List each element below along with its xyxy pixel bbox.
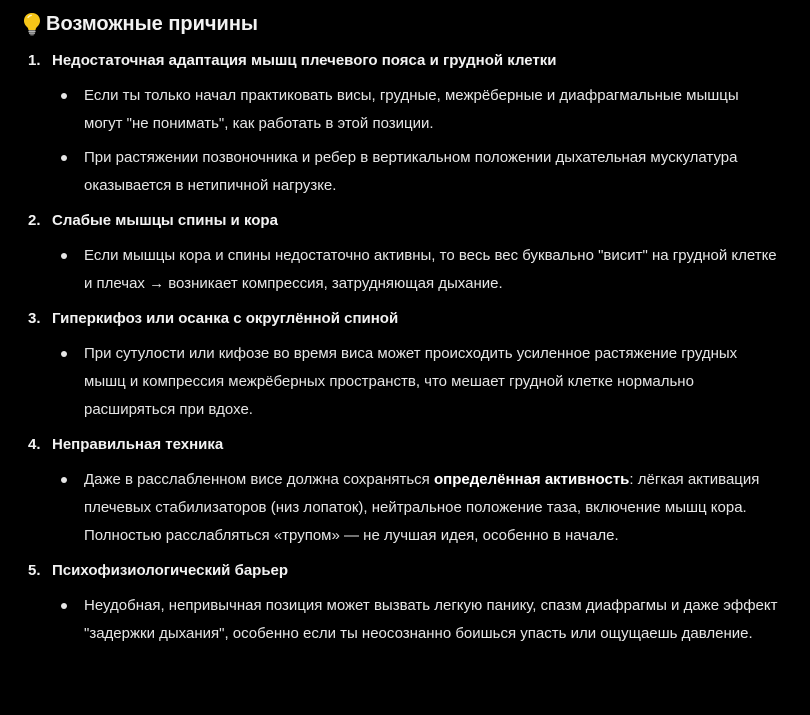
bullet-dot-icon [61,93,67,99]
bullet-dot-icon [61,155,67,161]
bullet-dot-icon [61,477,67,483]
cause-title: Психофизиологический барьер [52,562,289,579]
cause-title: Неправильная техника [52,436,224,453]
cause-header [22,46,788,76]
bullet-point [22,340,788,424]
cause-number: 2. [28,212,41,229]
cause-points [22,82,788,200]
cause-item [22,304,788,424]
bullet-text-bold: определённая активность [433,471,630,488]
cause-item [22,206,788,298]
bullet-point [22,144,788,200]
cause-item [22,46,788,200]
bullet-dot-icon [61,603,67,609]
section-heading [22,10,788,38]
bullet-text: Если ты только начал практиковать висы, грудные, межрёберные и диафрагмальные мышцы могут "не понимать", как работать в этой позиции. [84,87,739,132]
bullet-dot-icon [61,351,67,357]
bullet-dot-icon [61,253,67,259]
bullet-point [22,592,788,648]
cause-points [22,340,788,424]
bullet-text-before: Даже в расслабленном висе должна сохраняться [84,471,434,488]
cause-points [22,592,788,648]
bullet-text: Неудобная, непривычная позиция может вызвать легкую панику, спазм диафрагмы и даже эффект "задержки дыхания", особенно если ты неосознанно боишься упасть или ощущаешь давление. [84,597,778,642]
cause-header [22,304,788,334]
cause-item [22,556,788,648]
cause-title: Слабые мышцы спины и кора [52,212,278,229]
cause-header [22,206,788,236]
section-title: Возможные причины [46,12,259,35]
causes-list [22,46,788,648]
cause-number: 4. [28,436,41,453]
cause-item [22,430,788,550]
lightbulb-icon [22,12,42,36]
cause-points [22,242,788,298]
cause-header [22,430,788,460]
bullet-text: Если мышцы кора и спины недостаточно активны, то весь вес буквально "висит" на грудной клетке и плечах → возникает компрессия, затрудняющая дыхание. [84,247,777,292]
bullet-text-after: : лёгкая активация плечевых стабилизаторов (низ лопаток), нейтральное положение таза, включение мышц кора. Полностью расслабляться «трупом» — не лучшая идея, особенно в начале. [84,471,760,544]
bullet-point [22,466,788,550]
cause-number: 3. [28,310,41,327]
cause-title: Гиперкифоз или осанка с округлённой спиной [52,310,399,327]
cause-header [22,556,788,586]
bullet-point [22,82,788,138]
cause-number: 1. [28,52,41,69]
cause-title: Недостаточная адаптация мышц плечевого пояса и грудной клетки [52,52,557,69]
bullet-text: При сутулости или кифозе во время виса может происходить усиленное растяжение грудных мышц и компрессия межрёберных пространств, что мешает грудной клетке нормально расширяться при вдохе. [84,345,738,418]
bullet-point [22,242,788,298]
cause-points [22,466,788,550]
bullet-text: При растяжении позвоночника и ребер в вертикальном положении дыхательная мускулатура оказывается в нетипичной нагрузке. [84,149,738,194]
cause-number: 5. [28,562,41,579]
